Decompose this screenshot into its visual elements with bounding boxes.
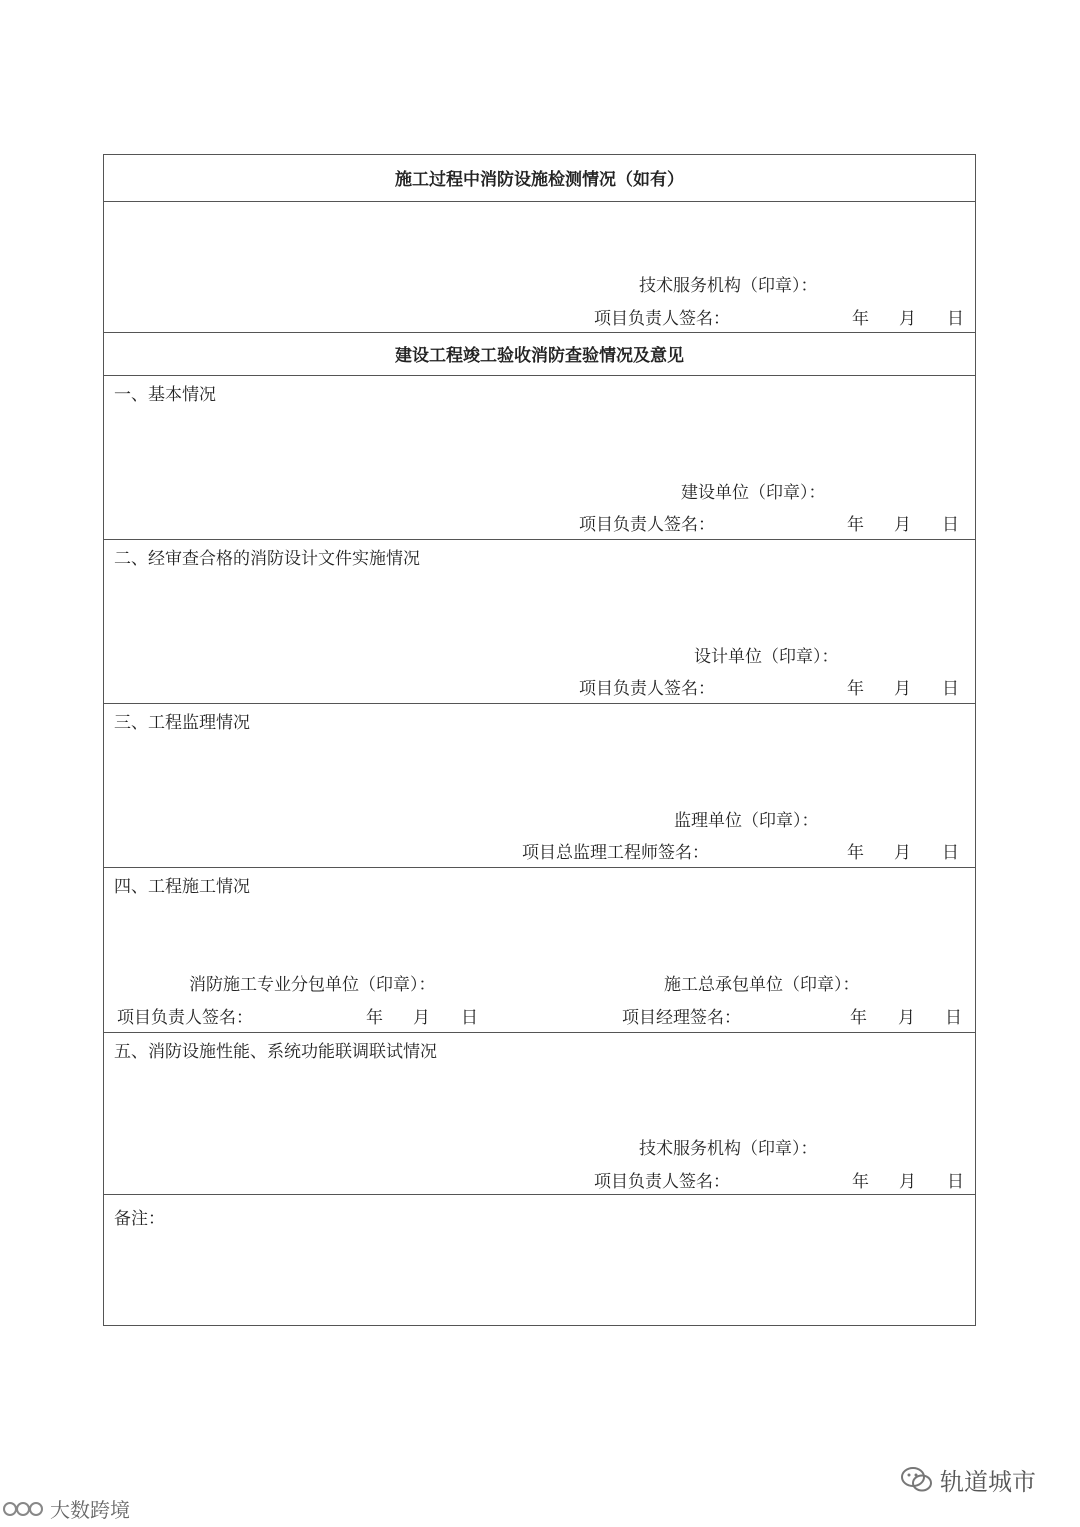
- wechat-watermark: [900, 1462, 1036, 1500]
- testing-date-year: 年: [852, 1172, 869, 1192]
- construction-sub-date-day: 日: [461, 1008, 478, 1028]
- detection-org-label: 技术服务机构（印章）：: [639, 276, 818, 296]
- construction-sub-sign-label: 项目负责人签名：: [117, 1008, 253, 1028]
- testing-section: [104, 1033, 975, 1195]
- testing-title: 五、消防设施性能、系统功能联调联试情况: [114, 1042, 437, 1062]
- supervision-org-label: 监理单位（印章）：: [674, 811, 819, 831]
- construction-main-date-day: 日: [945, 1008, 962, 1028]
- basic-date-day: 日: [942, 515, 959, 535]
- wechat-icon: [900, 1466, 934, 1500]
- construction-sub-org-label: 消防施工专业分包单位（印章）：: [189, 975, 436, 995]
- construction-title: 四、工程施工情况: [114, 877, 250, 897]
- fire-acceptance-form: [103, 154, 976, 1326]
- supervision-date-day: 日: [942, 843, 959, 863]
- construction-main-date-year: 年: [850, 1008, 867, 1028]
- corner-watermark: [2, 1494, 130, 1525]
- acceptance-header-row: [104, 333, 975, 376]
- construction-sub-date-year: 年: [366, 1008, 383, 1028]
- design-sign-label: 项目负责人签名：: [579, 679, 715, 699]
- construction-main-date-month: 月: [898, 1008, 915, 1028]
- corner-watermark-text: 大数跨境: [50, 1498, 130, 1522]
- remarks-title: 备注：: [114, 1209, 165, 1229]
- detection-date-year: 年: [852, 309, 869, 329]
- design-section: [104, 540, 975, 704]
- basic-date-year: 年: [847, 515, 864, 535]
- wechat-watermark-text: 轨道城市: [940, 1468, 1036, 1496]
- detection-header-row: [104, 155, 975, 202]
- design-date-day: 日: [942, 679, 959, 699]
- design-date-month: 月: [894, 679, 911, 699]
- basic-title: 一、基本情况: [114, 385, 216, 405]
- basic-section: [104, 376, 975, 540]
- basic-date-month: 月: [894, 515, 911, 535]
- basic-sign-label: 项目负责人签名：: [579, 515, 715, 535]
- construction-main-sign-label: 项目经理签名：: [622, 1008, 741, 1028]
- construction-main-org-label: 施工总承包单位（印章）：: [664, 975, 860, 995]
- detection-section: [104, 202, 975, 333]
- remarks-section: [104, 1195, 975, 1325]
- construction-sub-date-month: 月: [413, 1008, 430, 1028]
- testing-date-month: 月: [899, 1172, 916, 1192]
- testing-sign-label: 项目负责人签名：: [594, 1172, 730, 1192]
- testing-org-label: 技术服务机构（印章）：: [639, 1139, 818, 1159]
- testing-date-day: 日: [947, 1172, 964, 1192]
- basic-org-label: 建设单位（印章）：: [681, 483, 826, 503]
- supervision-section: [104, 704, 975, 868]
- detection-header: 施工过程中消防设施检测情况（如有）: [395, 170, 684, 190]
- supervision-date-month: 月: [894, 843, 911, 863]
- supervision-date-year: 年: [847, 843, 864, 863]
- detection-date-day: 日: [947, 309, 964, 329]
- detection-sign-label: 项目负责人签名：: [594, 309, 730, 329]
- design-date-year: 年: [847, 679, 864, 699]
- supervision-title: 三、工程监理情况: [114, 713, 250, 733]
- brand-logo-icon: [2, 1498, 44, 1525]
- detection-date-month: 月: [899, 309, 916, 329]
- design-title: 二、经审查合格的消防设计文件实施情况: [114, 549, 420, 569]
- construction-section: [104, 868, 975, 1033]
- acceptance-header: 建设工程竣工验收消防查验情况及意见: [395, 346, 684, 366]
- design-org-label: 设计单位（印章）：: [694, 647, 839, 667]
- supervision-sign-label: 项目总监理工程师签名：: [522, 843, 709, 863]
